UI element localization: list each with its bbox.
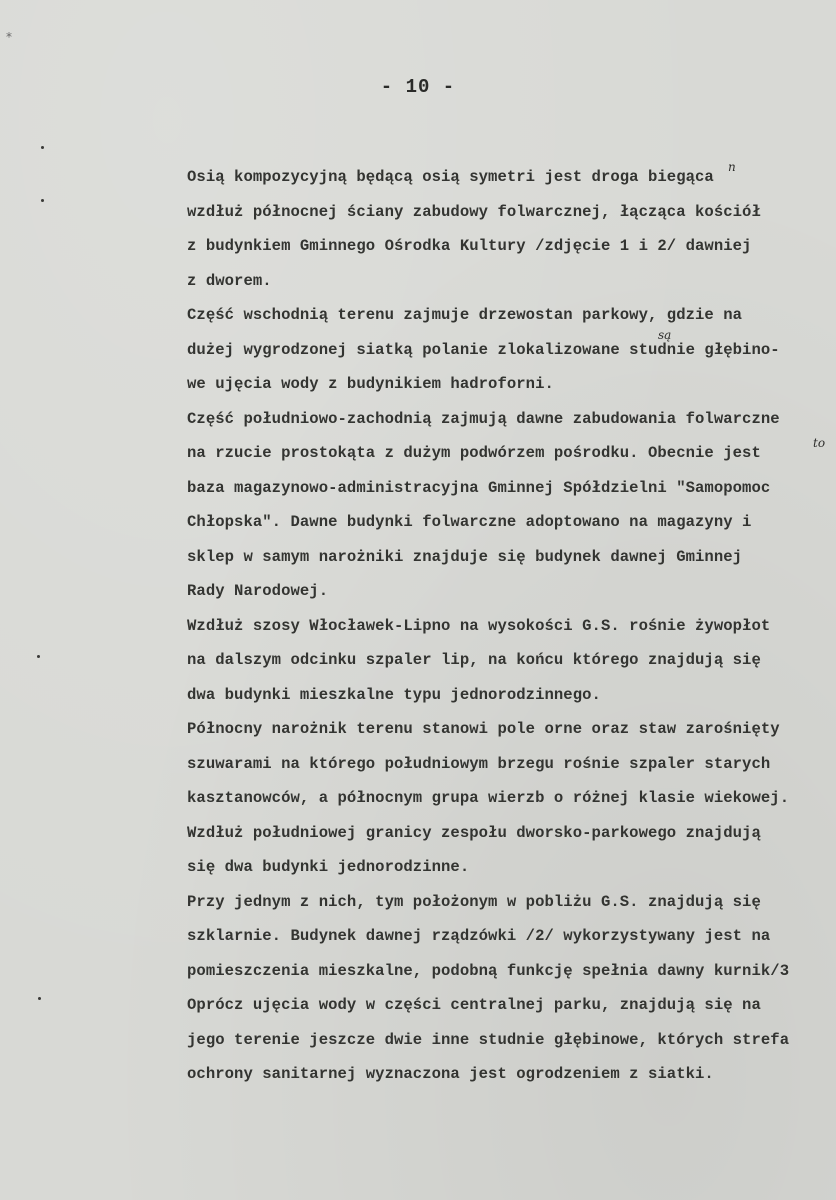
text-line: Część południowo-zachodnią zajmują dawne zabudowania folwarczne [187,409,780,428]
handwritten-note: n [728,160,736,174]
text-line: wzdłuż północnej ściany zabudowy folwarcznej, łącząca kościół [187,202,761,221]
text-line: Wzdłuż południowej granicy zespołu dworsko-parkowego znajdują [187,823,761,842]
text-line: baza magazynowo-administracyjna Gminnej Spółdzielni "Samopomoc [187,478,771,497]
handwritten-note: są [658,328,672,342]
text-line: Oprócz ujęcia wody w części centralnej parku, znajdują się na [187,996,761,1014]
text-line: szklarnie. Budynek dawnej rządzówki /2/ wykorzystywany jest na [187,927,771,945]
text-line: dwa budynki mieszkalne typu jednorodzinnego. [187,685,601,704]
text-line: pomieszczenia mieszkalne, podobną funkcję spełnia dawny kurnik/3 [187,961,790,980]
margin-dot [38,997,41,1000]
text-line: z budynkiem Gminnego Ośrodka Kultury /zdjęcie 1 i 2/ dawniej [187,237,752,255]
text-line: kasztanowców, a północnym grupa wierzb o różnej klasie wiekowej. [187,789,790,807]
text-line: na dalszym odcinku szpaler lip, na końcu którego znajdują się [187,651,761,669]
body-text [187,160,836,1092]
text-line: Osią kompozycyjną będącą osią symetri jest droga biegąca [187,168,714,186]
text-line: ochrony sanitarnej wyznaczona jest ogrodzeniem z siatki. [187,1065,714,1083]
text-line: we ujęcia wody z budynikiem hadroforni. [187,375,554,393]
text-line: się dwa budynki jednorodzinne. [187,858,470,876]
text-line: Przy jednym z nich, tym położonym w pobliżu G.S. znajdują się [187,892,761,911]
text-line: Rady Narodowej. [187,582,329,600]
text-line: Chłopska". Dawne budynki folwarczne adoptowano na magazyny i [187,513,752,531]
text-line: dużej wygrodzonej siatką polanie zlokalizowane studnie głębino- [187,340,780,359]
margin-dot [37,655,40,658]
handwritten-note: to [813,436,826,450]
text-line: na rzucie prostokąta z dużym podwórzem pośrodku. Obecnie jest [187,444,761,462]
text-line: Część wschodnią terenu zajmuje drzewostan parkowy, gdzie na [187,306,743,324]
text-line: jego terenie jeszcze dwie inne studnie głębinowe, których strefa [187,1030,790,1049]
text-line: szuwarami na którego południowym brzegu rośnie szpaler starych [187,754,771,773]
text-line: z dworem. [187,271,272,290]
page-number: - 10 - [380,76,456,98]
text-line: Wzdłuż szosy Włocławek-Lipno na wysokości G.S. rośnie żywopłot [187,616,771,635]
text-line: sklep w samym narożniki znajduje się budynek dawnej Gminnej [187,547,743,566]
text-line: Północny narożnik terenu stanowi pole orne oraz staw zarośnięty [187,720,780,738]
corner-mark: * [6,30,12,44]
margin-dot [41,199,44,202]
margin-dot [41,146,44,149]
